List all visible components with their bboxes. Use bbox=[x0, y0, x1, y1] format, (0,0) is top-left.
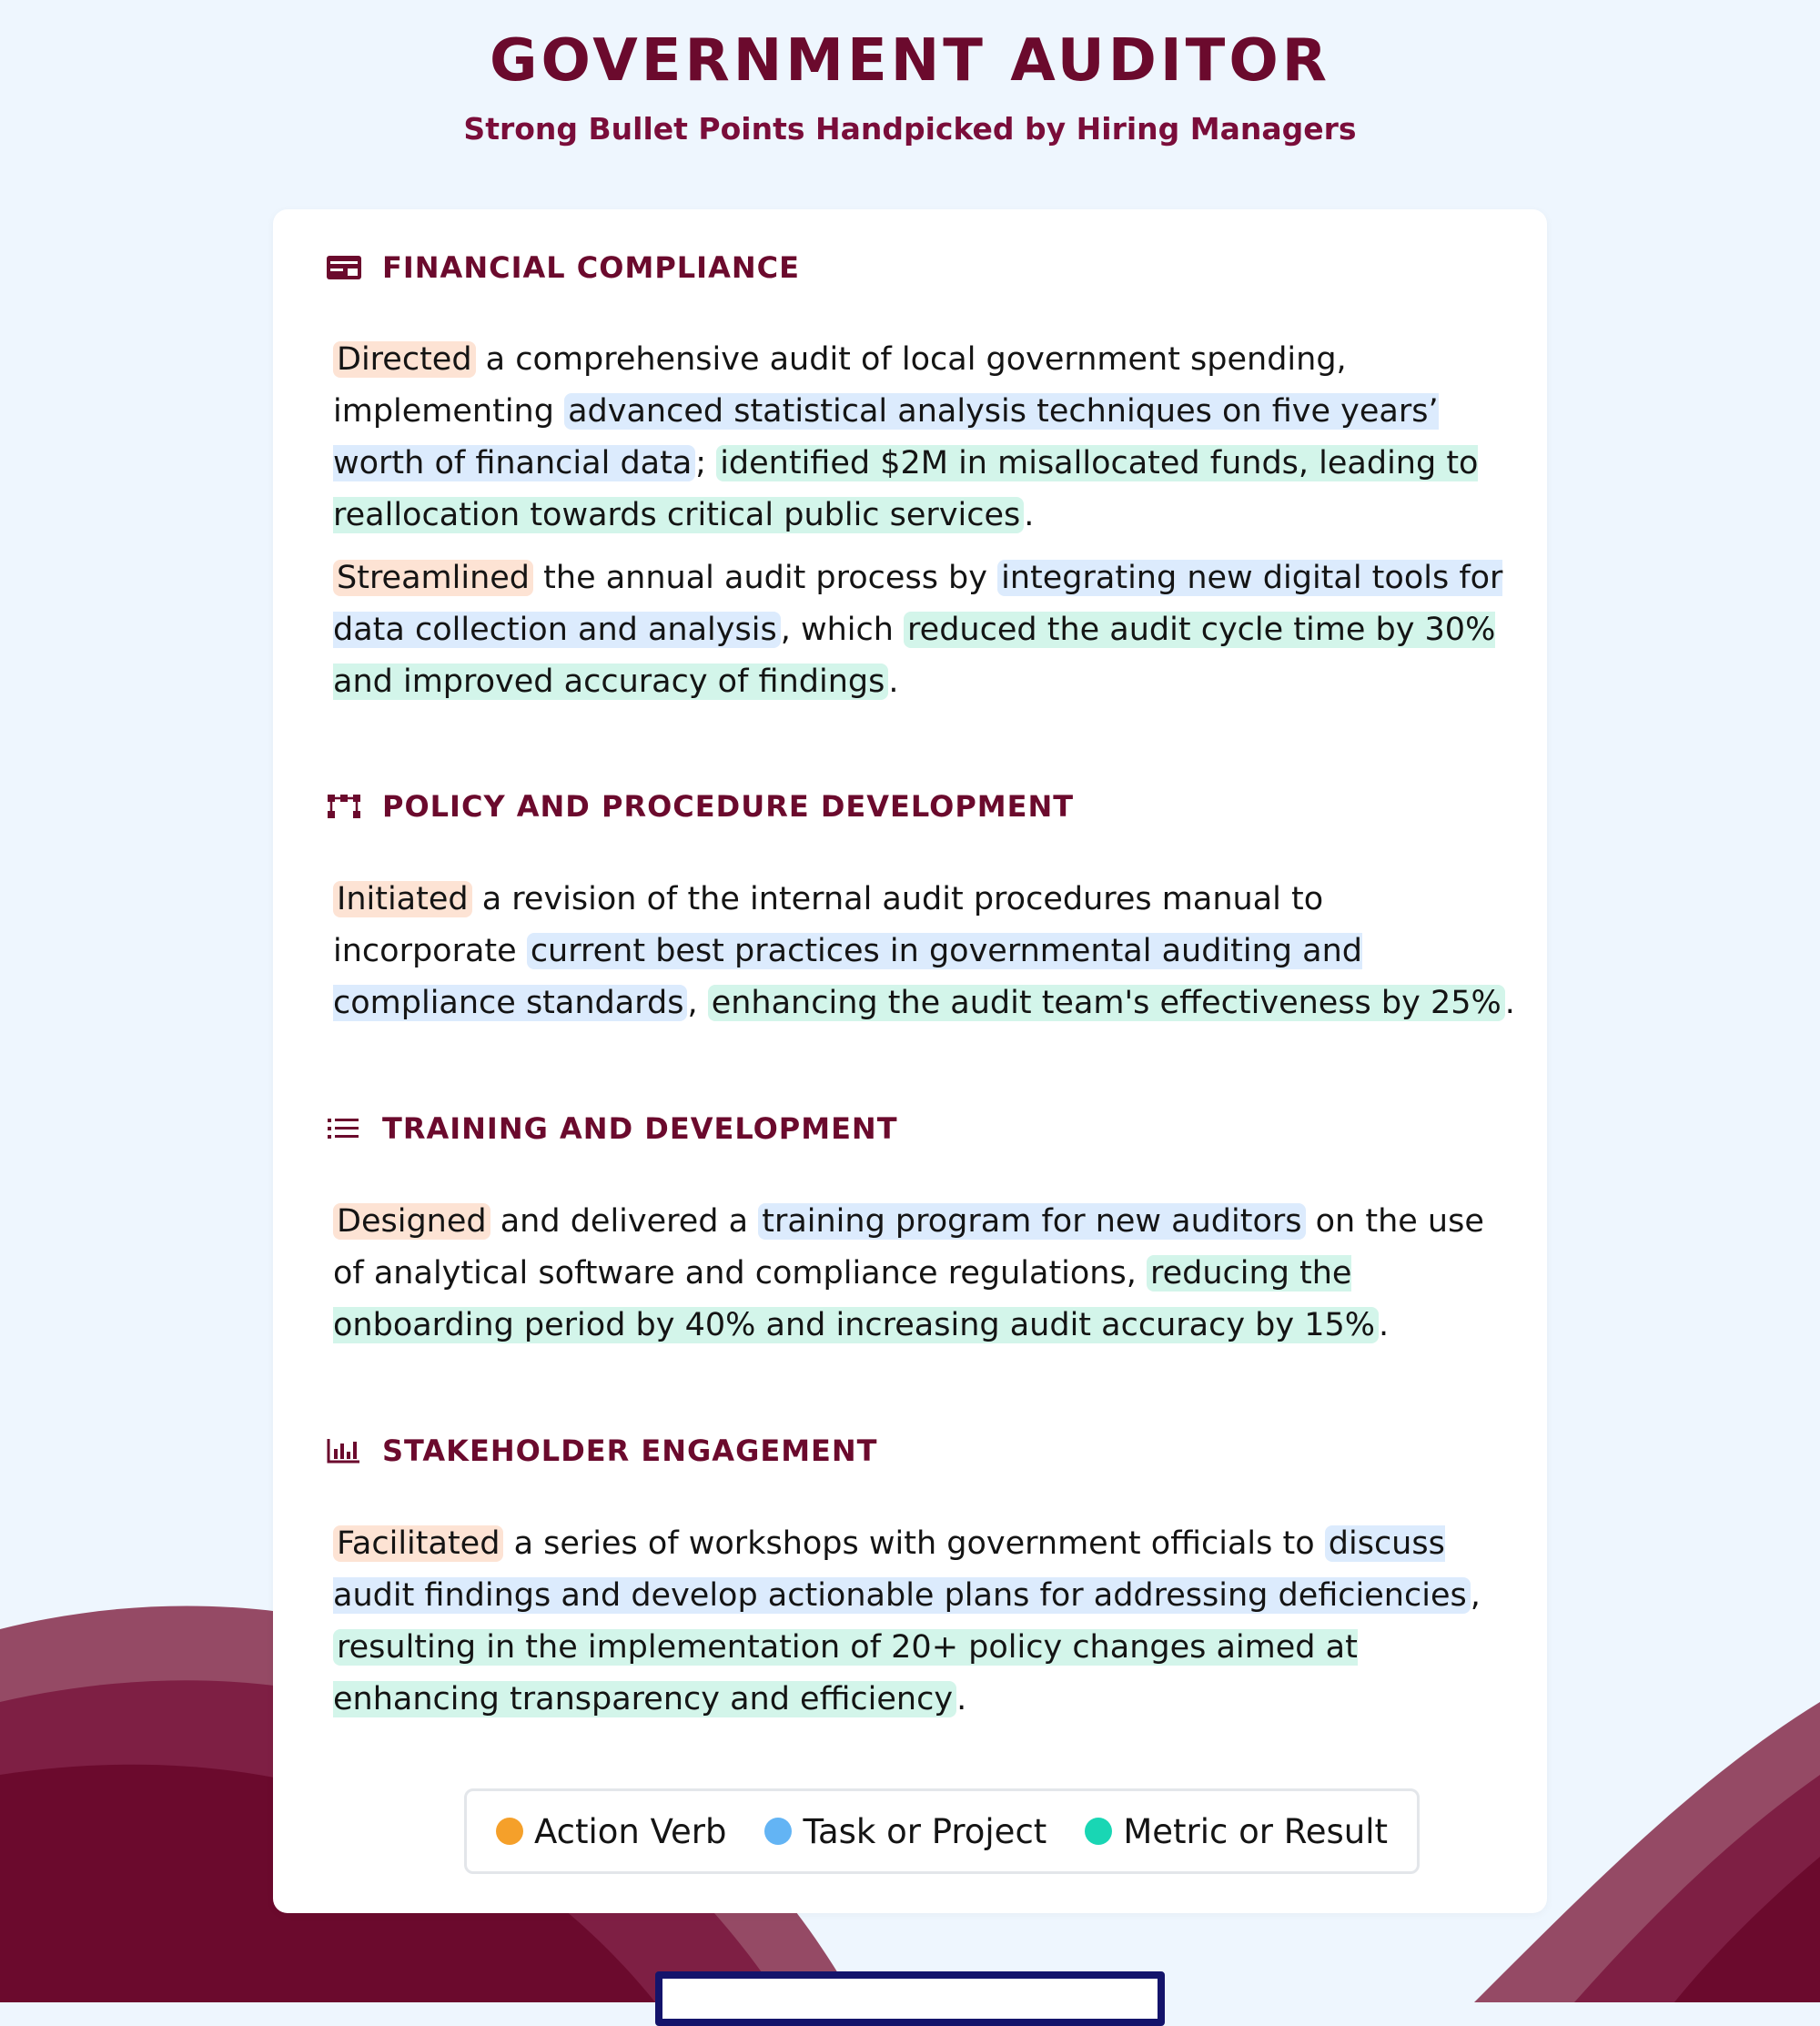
task-highlight: training program for new auditors bbox=[758, 1203, 1305, 1240]
bullet-text: on the use of analytical software and compliance regulations, bbox=[333, 1203, 1484, 1292]
legend-item-task-or-project bbox=[764, 1812, 1046, 1851]
page-title: GOVERNMENT AUDITOR bbox=[489, 27, 1331, 95]
bullet-text: . bbox=[956, 1681, 967, 1717]
section-title: STAKEHOLDER ENGAGEMENT bbox=[382, 1433, 878, 1468]
section-stakeholder-engagement bbox=[326, 1433, 878, 1469]
id-card-icon bbox=[326, 253, 362, 282]
section-title: POLICY AND PROCEDURE DEVELOPMENT bbox=[382, 789, 1075, 824]
section-training-development bbox=[326, 1110, 898, 1147]
legend-label: Metric or Result bbox=[1123, 1811, 1389, 1851]
section-title: TRAINING AND DEVELOPMENT bbox=[382, 1111, 898, 1146]
bullet-text: . bbox=[1379, 1307, 1390, 1343]
section-financial-compliance bbox=[326, 249, 800, 286]
bullet-text: a revision of the internal audit procedures manual to incorporate bbox=[333, 881, 1324, 969]
workflow-icon bbox=[326, 792, 362, 821]
bullet-points-card bbox=[273, 209, 1547, 1913]
bullet-text: , which bbox=[780, 612, 905, 648]
action-verb: Initiated bbox=[333, 881, 472, 917]
metric-highlight: reduced the audit cycle time by 30% and improved accuracy of findings bbox=[333, 612, 1496, 700]
task-highlight: current best practices in governmental auditing and compliance standards bbox=[333, 933, 1362, 1021]
blue-dot-icon bbox=[764, 1818, 792, 1845]
legend bbox=[464, 1788, 1420, 1874]
bullet-text: the annual audit process by bbox=[533, 560, 998, 596]
legend-item-metric-or-result bbox=[1085, 1812, 1388, 1851]
bullet-text: a series of workshops with government officials to bbox=[503, 1525, 1325, 1562]
page-subtitle: Strong Bullet Points Handpicked by Hiring Managers bbox=[463, 111, 1357, 147]
task-highlight: discuss audit findings and develop actionable plans for addressing deficiencies bbox=[333, 1525, 1471, 1614]
metric-highlight: enhancing the audit team's effectiveness by 25% bbox=[708, 985, 1505, 1021]
teal-dot-icon bbox=[1085, 1818, 1112, 1845]
action-verb: Designed bbox=[333, 1203, 490, 1240]
task-highlight: integrating new digital tools for data collection and analysis bbox=[333, 560, 1503, 648]
section-policy-procedure bbox=[326, 788, 1074, 825]
bullet-text: , bbox=[1470, 1577, 1481, 1614]
orange-dot-icon bbox=[496, 1818, 523, 1845]
legend-item-action-verb bbox=[496, 1812, 727, 1851]
metric-highlight: identified $2M in misallocated funds, leading to reallocation towards critical public services bbox=[333, 445, 1479, 533]
bullet-text: , bbox=[687, 985, 708, 1021]
bullet-text: . bbox=[888, 664, 899, 700]
section-title: FINANCIAL COMPLIANCE bbox=[382, 250, 800, 285]
bullet-text: a comprehensive audit of local government spending, implementing bbox=[333, 341, 1347, 430]
bar-chart-icon bbox=[326, 1436, 362, 1465]
action-verb: Streamlined bbox=[333, 560, 533, 596]
task-highlight: advanced statistical analysis techniques on five years’ worth of financial data bbox=[333, 393, 1439, 481]
list-icon bbox=[326, 1114, 362, 1143]
legend-label: Action Verb bbox=[533, 1811, 727, 1851]
bullet-text: ; bbox=[695, 445, 717, 481]
bottom-cta-button[interactable] bbox=[655, 1971, 1165, 2026]
bullet-text: and delivered a bbox=[490, 1203, 759, 1240]
legend-label: Task or Project bbox=[803, 1811, 1047, 1851]
bullet-text: . bbox=[1504, 985, 1515, 1021]
metric-highlight: reducing the onboarding period by 40% and increasing audit accuracy by 15% bbox=[333, 1255, 1379, 1343]
bullet-text: . bbox=[1024, 497, 1035, 533]
action-verb: Directed bbox=[333, 341, 476, 378]
metric-highlight: resulting in the implementation of 20+ policy changes aimed at enhancing transparency and efficiency bbox=[333, 1629, 1358, 1717]
action-verb: Facilitated bbox=[333, 1525, 503, 1562]
